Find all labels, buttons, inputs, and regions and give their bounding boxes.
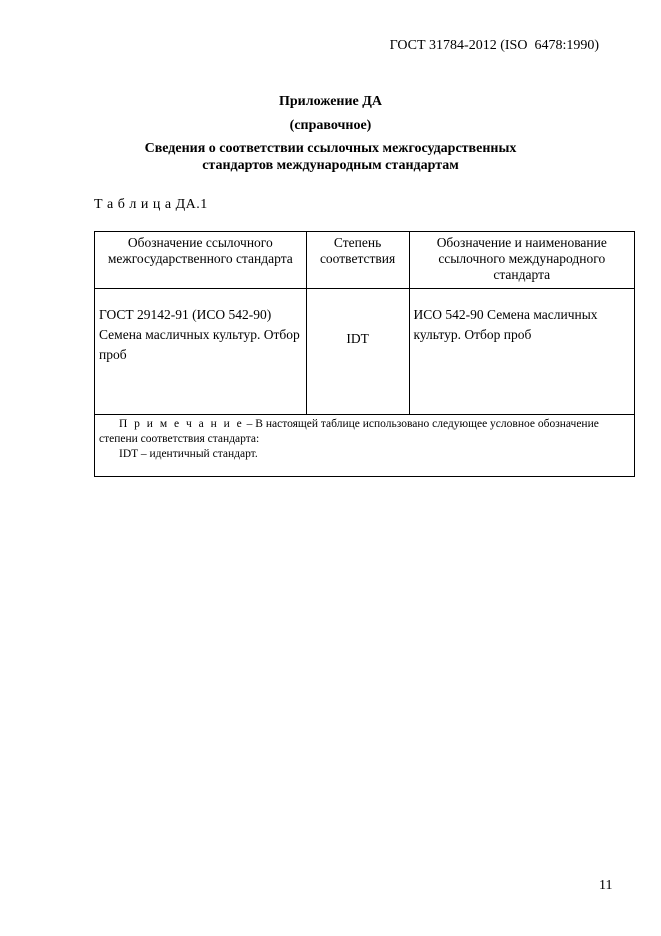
annex-heading-line1: Сведения о соответствии ссылочных межгосударственных	[144, 141, 517, 156]
cell-international-standard: ИСО 542-90 Семена масличных культур. Отбор проб	[409, 289, 634, 415]
note-text: – В настоящей таблице использовано следующее условное обозначение степени соответствия стандарта:	[99, 418, 599, 445]
table-caption: Т а б л и ц а ДА.1	[94, 197, 208, 212]
table-note-row	[95, 415, 635, 477]
column-header-interstate: Обозначение ссылочного межгосударственного стандарта	[95, 232, 307, 289]
note-item: IDT – идентичный стандарт.	[119, 448, 258, 460]
reference-table	[94, 231, 635, 477]
table-note	[95, 415, 635, 477]
column-header-degree: Степень соответствия	[306, 232, 409, 289]
annex-type: (справочное)	[289, 118, 372, 133]
cell-interstate-standard: ГОСТ 29142-91 (ИСО 542-90) Семена масличных культур. Отбор проб	[95, 289, 307, 415]
cell-degree: IDT	[306, 289, 409, 415]
table-row	[95, 289, 635, 415]
note-label: П р и м е ч а н и е	[119, 418, 244, 430]
document-header: ГОСТ 31784-2012 (ISO 6478:1990)	[389, 38, 599, 53]
table-header-row	[95, 232, 635, 289]
page-number: 11	[599, 878, 613, 893]
annex-heading	[0, 140, 661, 174]
annex-heading-line2: стандартов международным стандартам	[202, 158, 459, 173]
column-header-international: Обозначение и наименование ссылочного международного стандарта	[409, 232, 634, 289]
annex-title: Приложение ДА	[278, 94, 383, 109]
